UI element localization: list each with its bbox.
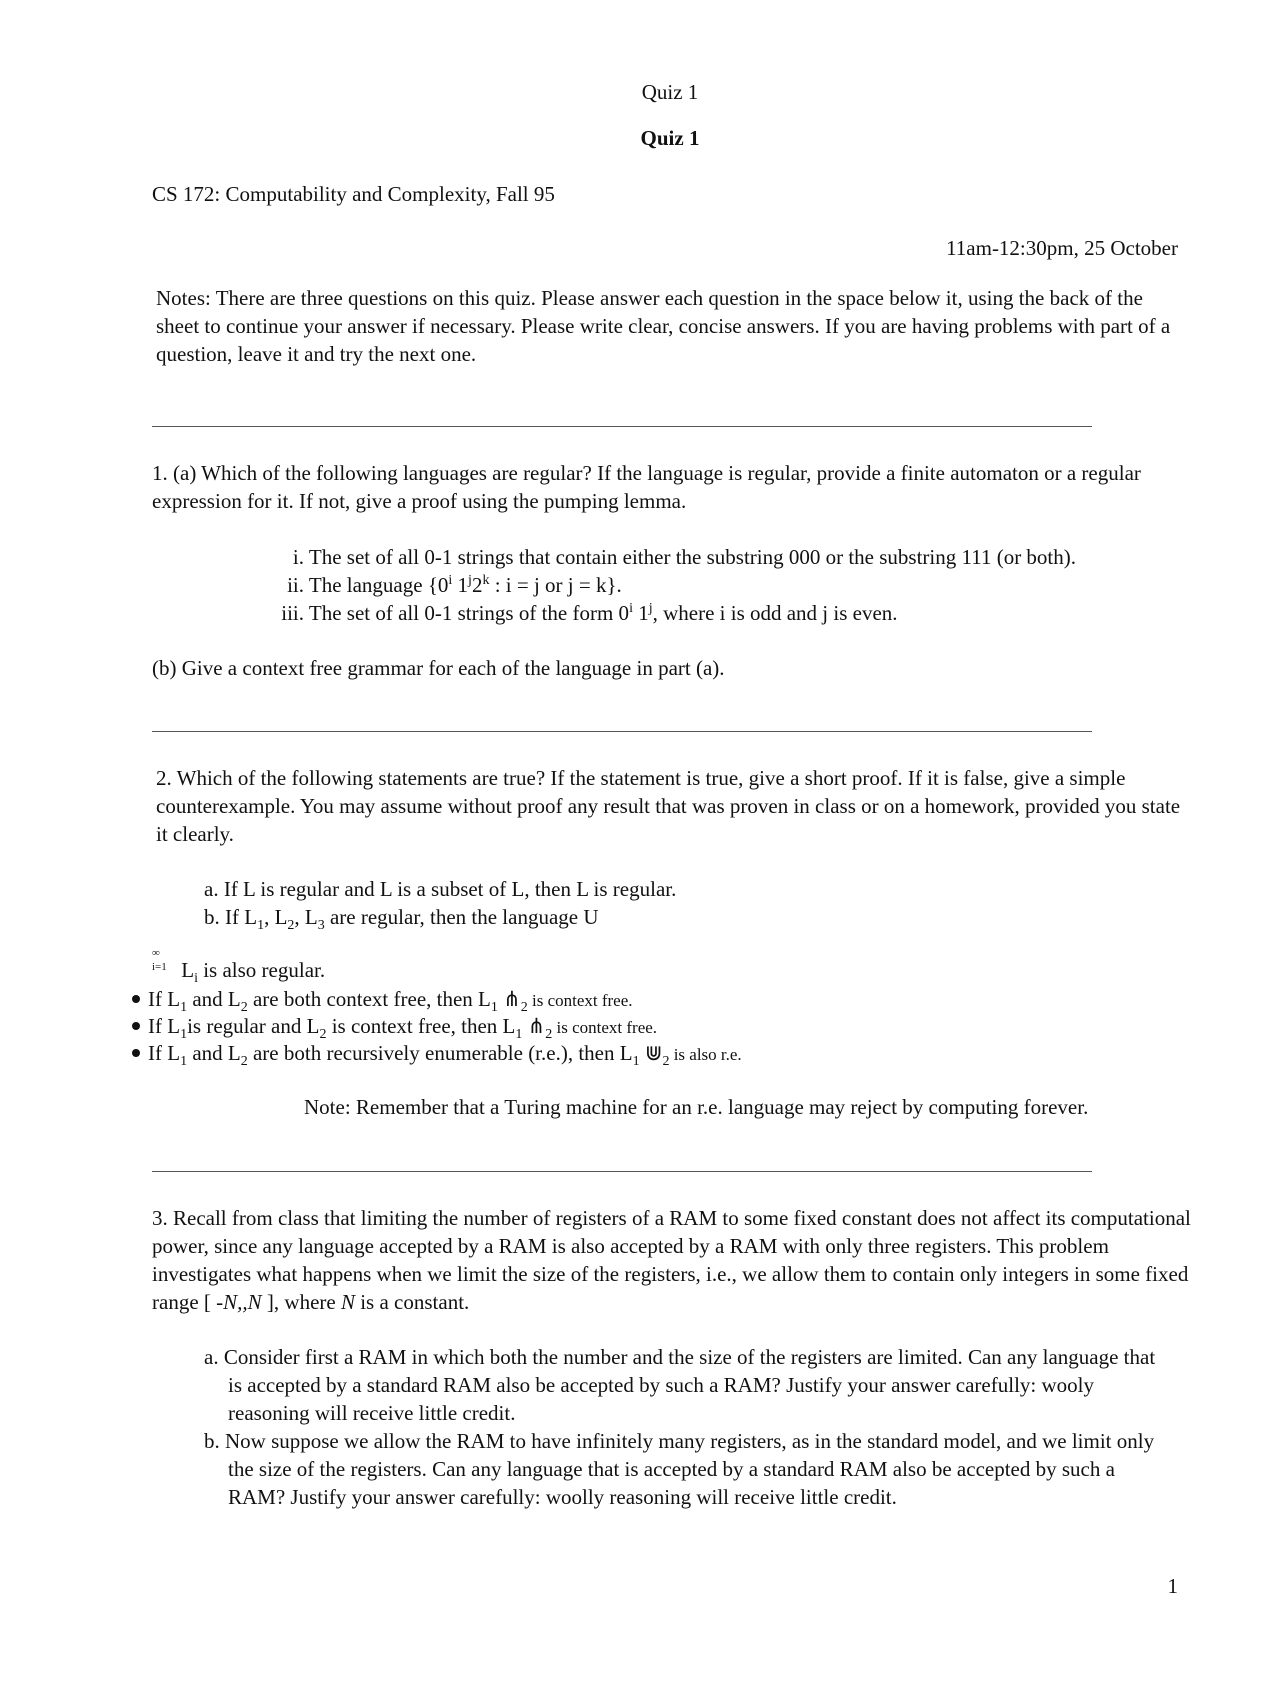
q2-bullet-3: If $L_1$ and $L_2$ are both recursively enumerable (r.e.), then $L_1$ $⋓_2$ is also r.e.	[132, 1039, 742, 1069]
q2-item-a: a. If L is regular and L is a subset of L, then L is regular.	[204, 877, 677, 901]
separator-3	[152, 1171, 1092, 1172]
q1-item-i: i. The set of all 0-1 strings that contain either the substring 000 or the substring 111 (or both).	[292, 545, 1077, 569]
bullet-icon	[132, 995, 140, 1003]
notes-paragraph: Notes: There are three questions on this quiz. Please answer each question in the space below it, using the back of the sheet to continue your answer if necessary. Please write clear, concise answers. If you are having problems with part of a question, leave it and try the next one.	[156, 286, 1171, 366]
running-title: Quiz 1	[641, 80, 699, 104]
q2-union-line: ∞ i=1 $L_i$ is also regular.	[152, 947, 326, 987]
q1-item-ii: ii. The language {0$^i$ 1$^j$2$^k$ : i = j or j = k}.	[287, 573, 622, 597]
q3-item-b: b. Now suppose we allow the RAM to have infinitely many registers, as in the standard model, and we limit only the size of the registers. Can any language that is accepted by a standard RAM also be accepted by such a RAM? Justify your answer carefully: woolly reasoning will receive little credit.	[204, 1429, 1155, 1509]
q2-bullet-1: If $L_1$ and $L_2$ are both context free, then $L_1$ $⋔_2$ is context free.	[132, 985, 633, 1015]
page-number: 1	[1167, 1574, 1178, 1598]
quiz-time: 11am-12:30pm, 25 October	[946, 236, 1178, 260]
bullet-icon	[132, 1049, 140, 1057]
q3-intro: 3. Recall from class that limiting the number of registers of a RAM to some fixed constant does not affect its computational power, since any language accepted by a RAM is also accepted by a RAM with only three registers. This problem investigates what happens when we limit the size of the registers, i.e., we allow them to contain only integers in some fixed range [ -N,,N ], where N is a constant.	[152, 1206, 1191, 1314]
q1-intro: 1. (a) Which of the following languages are regular? If the language is regular, provide a finite automaton or a regular expression for it. If not, give a proof using the pumping lemma.	[152, 461, 1141, 513]
course-title: CS 172: Computability and Complexity, Fall 95	[152, 182, 555, 206]
separator-2	[152, 731, 1092, 732]
q3-item-a: a. Consider first a RAM in which both the number and the size of the registers are limited. Can any language that is accepted by a standard RAM also be accepted by such a RAM? Justify your answer carefully: wooly reasoning will receive little credit.	[204, 1345, 1156, 1425]
union-limits: ∞ i=1	[152, 947, 167, 973]
q2-note: Note: Remember that a Turing machine for an r.e. language may reject by computing forever.	[304, 1095, 1089, 1119]
q1-part-b: (b) Give a context free grammar for each of the language in part (a).	[152, 656, 725, 680]
bullet-icon	[132, 1022, 140, 1030]
page-title: Quiz 1	[640, 126, 700, 150]
q2-item-b: b. If $L_1$, $L_2$, $L_3$ are regular, then the language U	[204, 905, 599, 934]
q2-intro: 2. Which of the following statements are true? If the statement is true, give a short proof. If it is false, give a simple counterexample. You may assume without proof any result that was proven in class or on a homework, provided you state it clearly.	[156, 766, 1181, 846]
q1-item-iii: iii. The set of all 0-1 strings of the form 0$^i$ 1$^j$, where i is odd and j is even.	[281, 601, 898, 625]
q2-bullet-2: If $L_1is$ regular and $L_2$ is context free, then $L_1$ $⋔_2$ is context free.	[132, 1012, 657, 1042]
separator-1	[152, 426, 1092, 427]
